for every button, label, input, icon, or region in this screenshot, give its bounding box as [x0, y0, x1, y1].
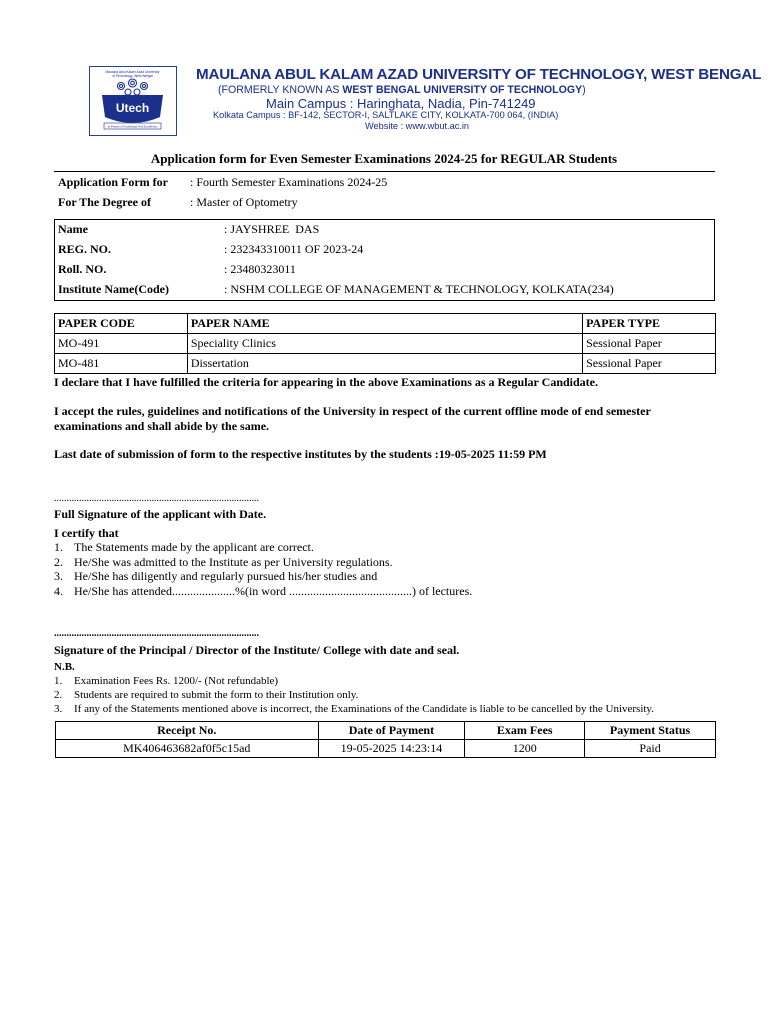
- list-item: 3. If any of the Statements mentioned above is incorrect, the Examinations of the Candidate is liable to be cancelled by the University.: [54, 703, 654, 715]
- list-item: 4. He/She has attended.....................%(in word .........................................) of lectures.: [54, 583, 473, 598]
- degree-label: For The Degree of: [58, 195, 151, 209]
- paper-code-header: PAPER CODE: [55, 314, 188, 334]
- list-item: 1. Examination Fees Rs. 1200/- (Not refundable): [54, 675, 279, 687]
- paper-name-cell: Dissertation: [187, 354, 582, 374]
- payment-status-header: Payment Status: [585, 722, 716, 740]
- former-name: (FORMERLY KNOWN AS WEST BENGAL UNIVERSITY OF TECHNOLOGY): [218, 84, 586, 96]
- svg-text:In Pursuit of Knowledge And Ex: In Pursuit of Knowledge And Excellence: [107, 124, 158, 129]
- table-row: [56, 740, 716, 758]
- main-campus: Main Campus : Haringhata, Nadia, Pin-741249: [266, 96, 536, 111]
- degree-value: : Master of Optometry: [190, 195, 298, 209]
- svg-text:of Technology, West Bengal: of Technology, West Bengal: [112, 74, 153, 78]
- last-date-text: Last date of submission of form to the respective institutes by the students :19-05-2025 11:59 PM: [54, 447, 547, 461]
- certify-heading: I certify that: [54, 526, 119, 540]
- nb-list: [54, 674, 654, 716]
- list-item: 3. He/She has diligently and regularly pursued his/her studies and: [54, 569, 378, 583]
- reg-label: REG. NO.: [58, 242, 112, 256]
- paper-code-cell: MO-481: [55, 354, 188, 374]
- paper-name-cell: Speciality Clinics: [187, 334, 582, 354]
- title-divider: [54, 171, 715, 172]
- papers-header-row: [55, 314, 716, 334]
- kolkata-campus: Kolkata Campus : BF-142, SECTOR-I, SALTLAKE CITY, KOLKATA-700 064, (INDIA): [213, 110, 559, 120]
- principal-signature-line: ..................................................................................: [54, 628, 259, 639]
- institute-value: : NSHM COLLEGE OF MANAGEMENT & TECHNOLOGY, KOLKATA(234): [224, 282, 614, 296]
- exam-fees-cell: 1200: [465, 740, 585, 758]
- university-name: MAULANA ABUL KALAM AZAD UNIVERSITY OF TECHNOLOGY, WEST BENGAL: [196, 66, 762, 83]
- reg-value: : 232343310011 OF 2023-24: [224, 242, 364, 256]
- website: Website : www.wbut.ac.in: [365, 121, 469, 131]
- list-item: 2. Students are required to submit the form to their Institution only.: [54, 689, 359, 701]
- payment-date-cell: 19-05-2025 14:23:14: [318, 740, 465, 758]
- table-row: [55, 334, 716, 354]
- list-item: 1. The Statements made by the applicant are correct.: [54, 540, 314, 554]
- principal-signature-label: Signature of the Principal / Director of the Institute/ College with date and seal.: [54, 643, 460, 657]
- paper-name-header: PAPER NAME: [187, 314, 582, 334]
- payment-status-cell: Paid: [585, 740, 716, 758]
- form-for-label: Application Form for: [58, 175, 168, 189]
- svg-text:Utech: Utech: [115, 101, 150, 115]
- accept-line-1: I accept the rules, guidelines and notifications of the University in respect of the current offline mode of end semester: [54, 404, 651, 418]
- exam-fees-header: Exam Fees: [465, 722, 585, 740]
- svg-text:Maulana Abul Kalam Azad Univer: Maulana Abul Kalam Azad University: [105, 70, 160, 74]
- roll-value: : 23480323011: [224, 262, 296, 276]
- papers-table: [54, 313, 716, 374]
- paper-code-cell: MO-491: [55, 334, 188, 354]
- name-value: : JAYSHREE DAS: [224, 222, 320, 236]
- payment-header-row: [56, 722, 716, 740]
- university-logo: [89, 66, 177, 136]
- receipt-no-cell: MK406463682af0f5c15ad: [56, 740, 319, 758]
- form-for-value: : Fourth Semester Examinations 2024-25: [190, 175, 388, 189]
- nb-heading: N.B.: [54, 661, 75, 673]
- institute-label: Institute Name(Code): [58, 282, 169, 296]
- list-item: 2. He/She was admitted to the Institute as per University regulations.: [54, 554, 393, 569]
- university-emblem-icon: [90, 67, 175, 134]
- payment-date-header: Date of Payment: [318, 722, 465, 740]
- roll-label: Roll. NO.: [58, 262, 107, 276]
- certify-list: [54, 540, 472, 598]
- declaration-text: I declare that I have fulfilled the criteria for appearing in the above Examinations as a Regular Candidate.: [54, 375, 598, 389]
- applicant-signature-line: ..................................................................................: [54, 493, 259, 504]
- name-label: Name: [58, 222, 88, 236]
- paper-type-cell: Sessional Paper: [583, 354, 716, 374]
- applicant-signature-label: Full Signature of the applicant with Date.: [54, 507, 267, 521]
- paper-type-cell: Sessional Paper: [583, 334, 716, 354]
- form-title: Application form for Even Semester Examinations 2024-25 for REGULAR Students: [150, 151, 618, 166]
- paper-type-header: PAPER TYPE: [583, 314, 716, 334]
- receipt-header: Receipt No.: [56, 722, 319, 740]
- accept-line-2: examinations and shall abide by the same.: [54, 419, 270, 433]
- payment-table: [55, 721, 716, 758]
- table-row: [55, 354, 716, 374]
